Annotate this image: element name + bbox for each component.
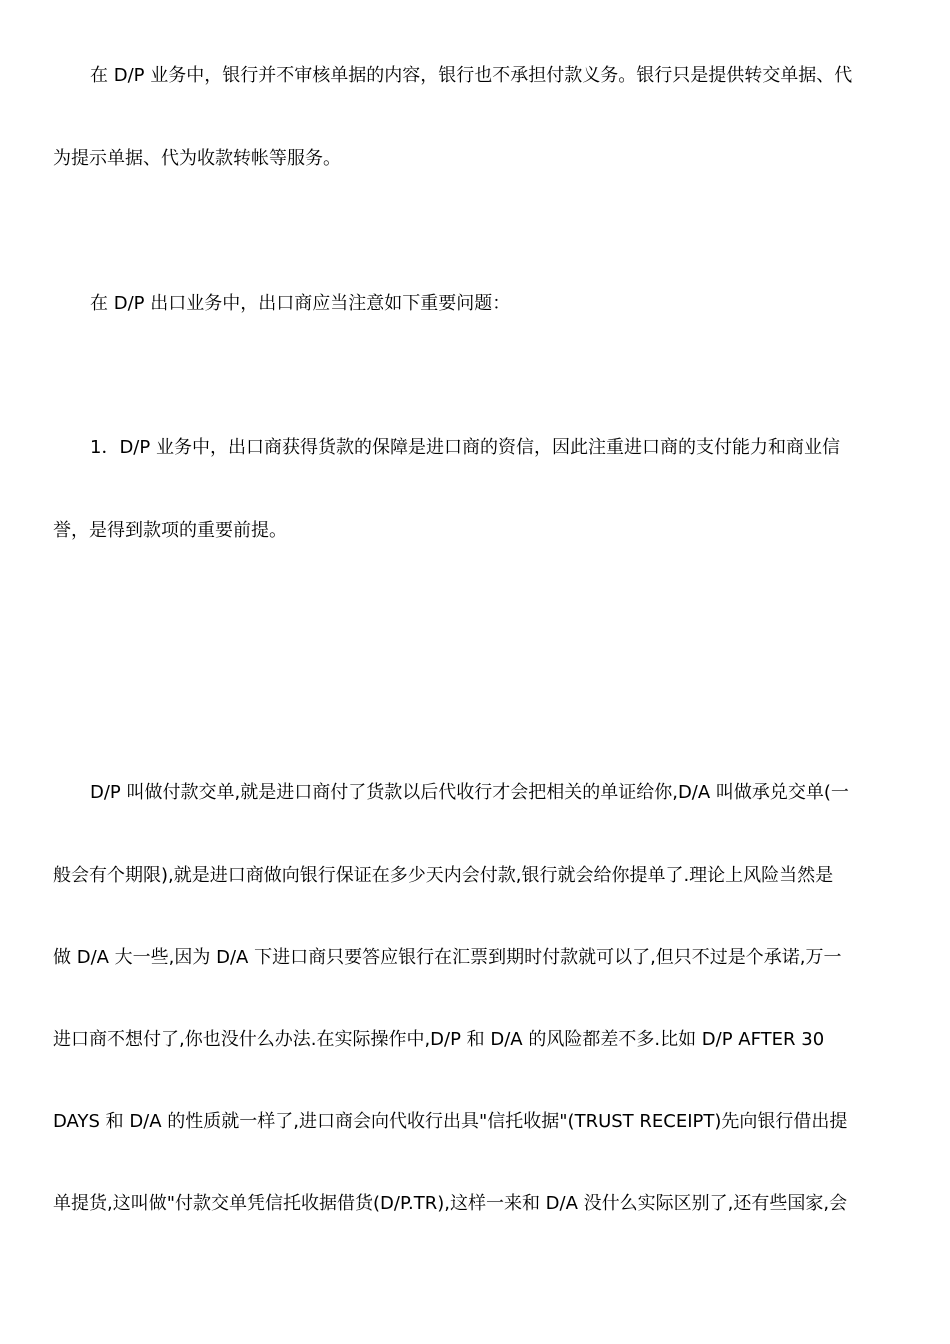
paragraph-line: 在 D/P 出口业务中，出口商应当注意如下重要问题： <box>90 293 511 314</box>
paragraph-line: 誉，是得到款项的重要前提。 <box>53 520 287 541</box>
paragraph-line: 做 D/A 大一些,因为 D/A 下进口商只要答应银行在汇票到期时付款就可以了,但只不过是个承诺,万一 <box>53 947 842 968</box>
paragraph-line: D/P 叫做付款交单,就是进口商付了货款以后代收行才会把相关的单证给你,D/A 叫做承兑交单(一 <box>90 782 849 803</box>
paragraph-line: 般会有个期限),就是进口商做向银行保证在多少天内会付款,银行就会给你提单了.理论上风险当然是 <box>53 865 834 886</box>
paragraph-line: 1．D/P 业务中，出口商获得货款的保障是进口商的资信，因此注重进口商的支付能力和商业信 <box>90 437 840 458</box>
paragraph-line: 在 D/P 业务中，银行并不审核单据的内容，银行也不承担付款义务。银行只是提供转交单据、代 <box>90 65 853 86</box>
paragraph-line: 单提货,这叫做"付款交单凭信托收据借货(D/P.TR),这样一来和 D/A 没什么实际区别了,还有些国家,会 <box>53 1193 848 1214</box>
paragraph-line: DAYS 和 D/A 的性质就一样了,进口商会向代收行出具"信托收据"(TRUST RECEIPT)先向银行借出提 <box>53 1111 848 1132</box>
paragraph-line: 为提示单据、代为收款转帐等服务。 <box>53 148 341 169</box>
paragraph-line: 进口商不想付了,你也没什么办法.在实际操作中,D/P 和 D/A 的风险都差不多.比如 D/P AFTER 30 <box>53 1029 825 1050</box>
